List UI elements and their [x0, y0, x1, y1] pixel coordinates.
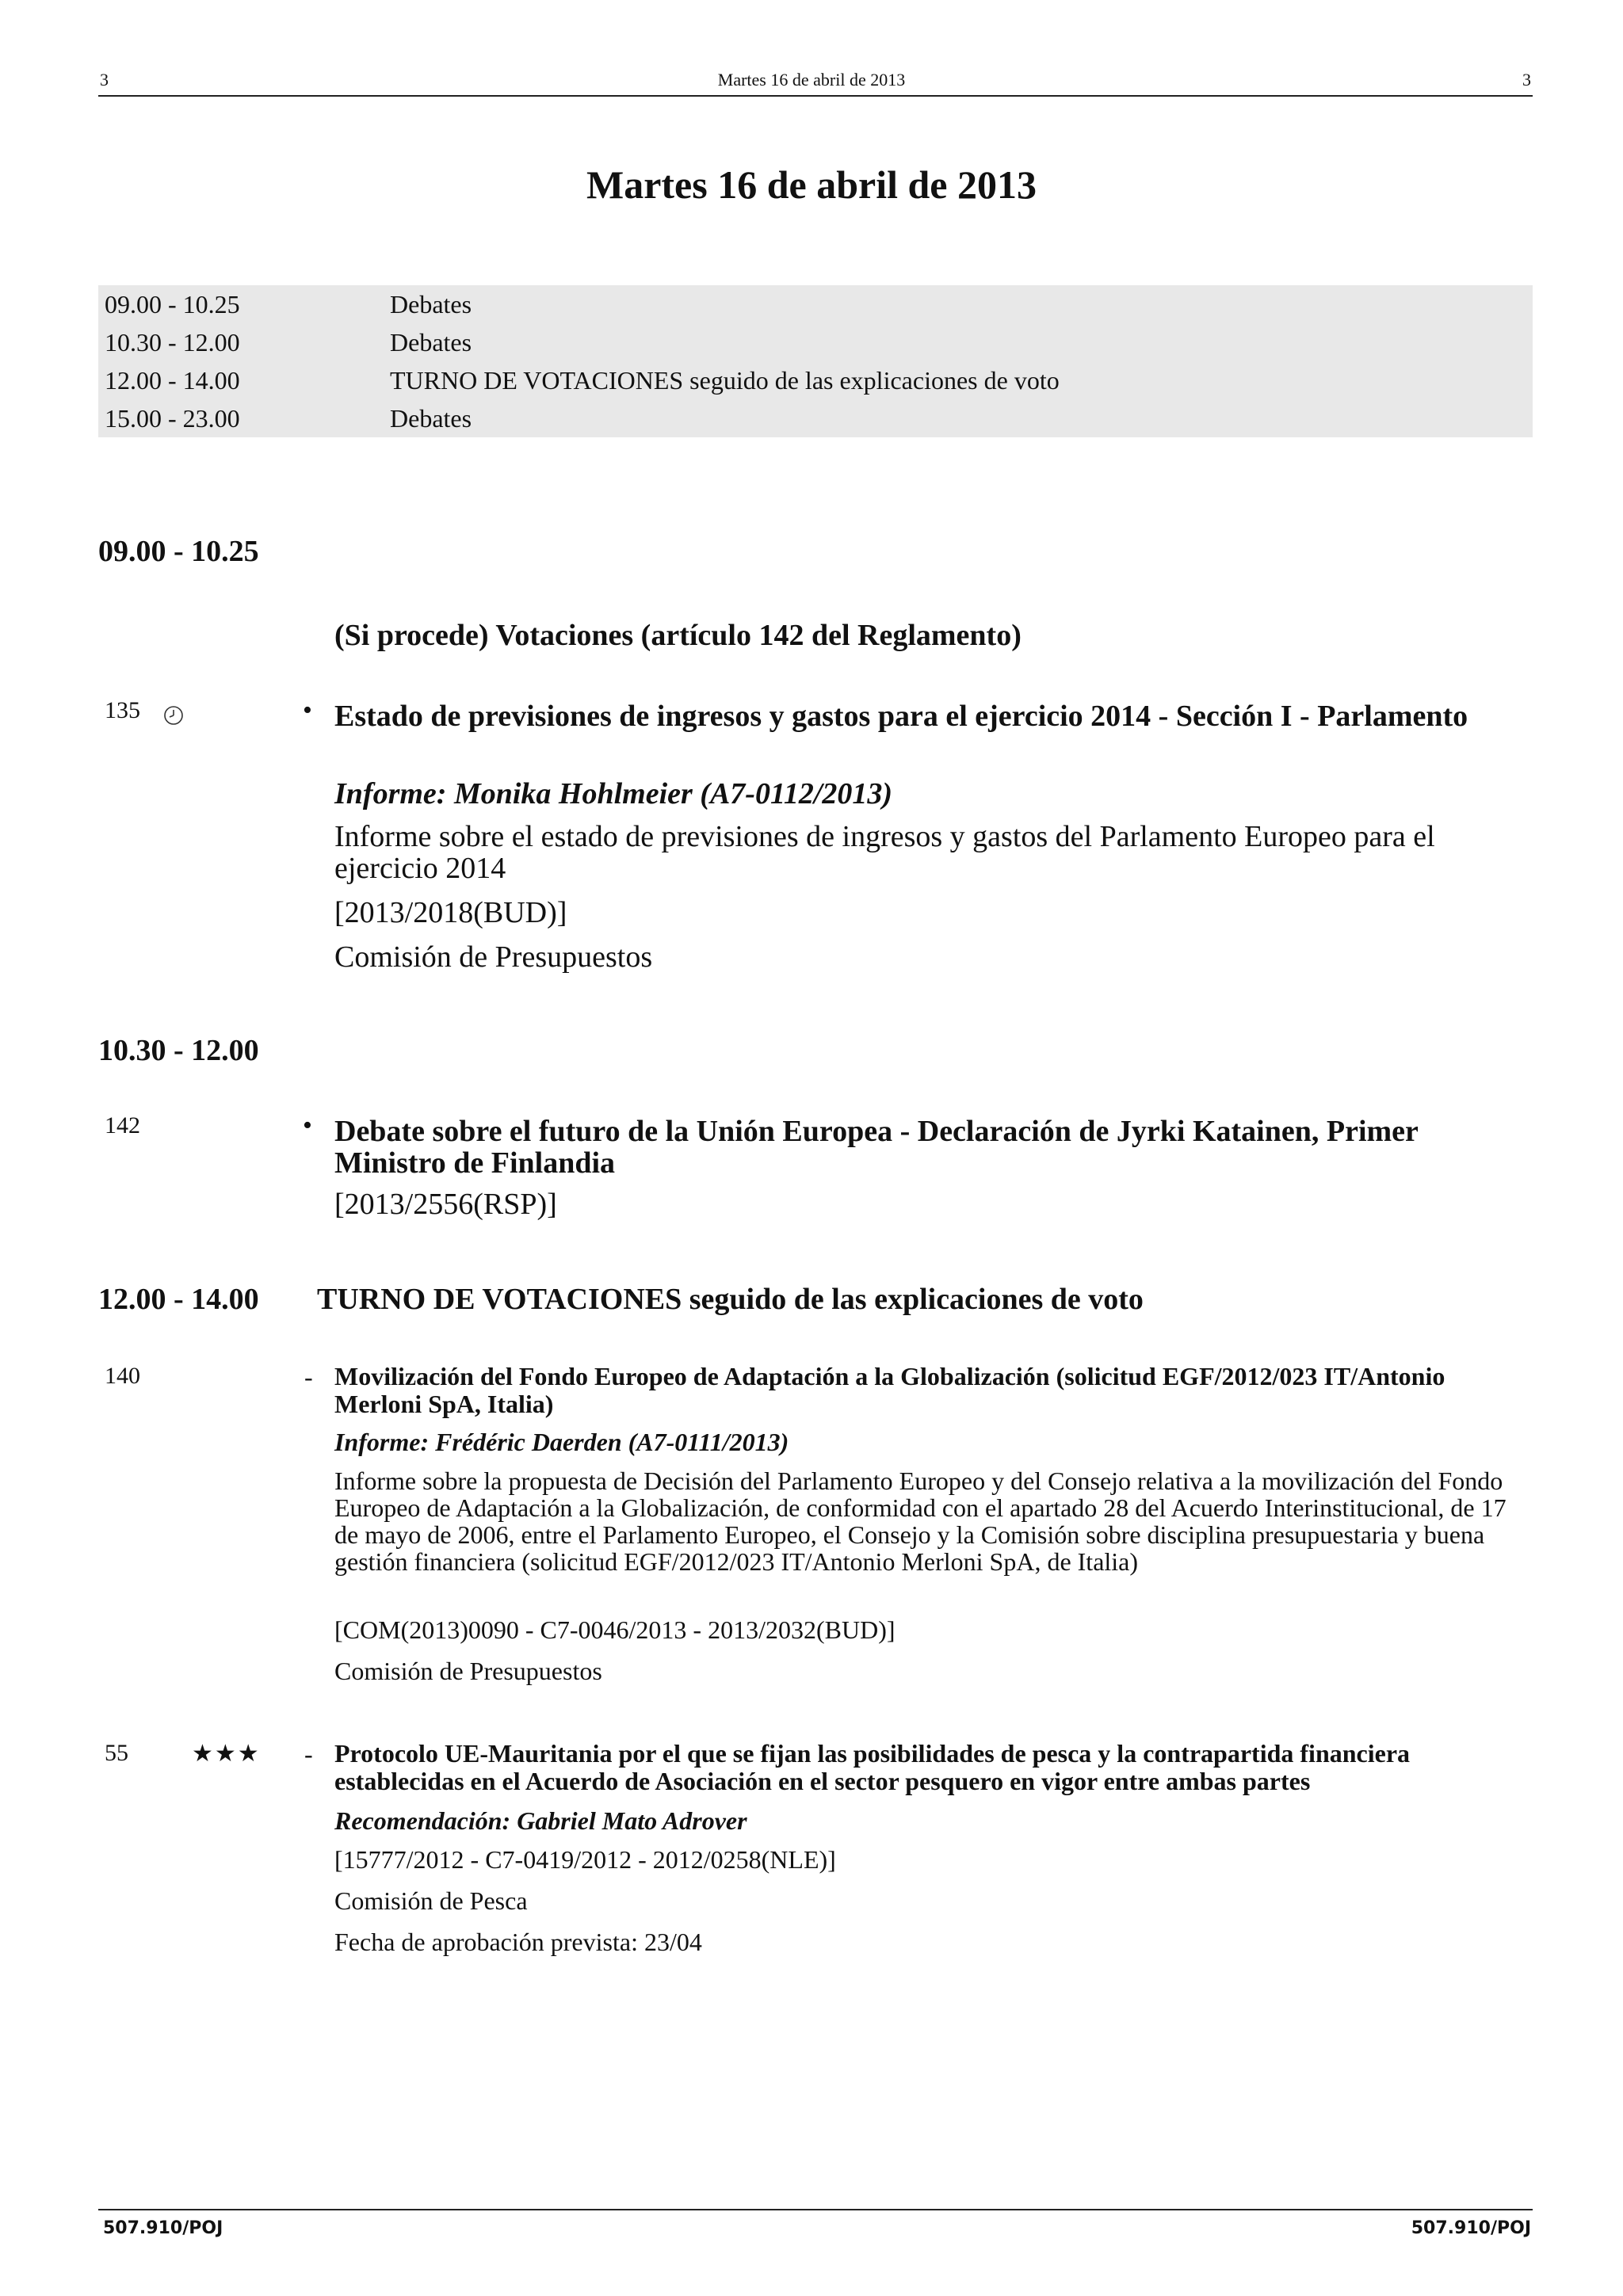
overview-row: [98, 399, 1533, 437]
header-date: Martes 16 de abril de 2013: [717, 70, 906, 90]
schedule-overview: [98, 285, 1533, 437]
dash: -: [304, 1363, 313, 1391]
overview-desc: Debates: [390, 290, 472, 318]
overview-time: 10.30 - 12.00: [105, 328, 240, 357]
item-reference: [COM(2013)0090 - C7-0046/2013 - 2013/2032(BUD)]: [334, 1615, 896, 1644]
item-number: 55: [105, 1740, 128, 1766]
item-number: 135: [105, 697, 140, 723]
overview-time: 12.00 - 14.00: [105, 366, 240, 395]
page-title: Martes 16 de abril de 2013: [586, 162, 1037, 207]
item-reference: [2013/2018(BUD)]: [334, 896, 567, 929]
section-heading: TURNO DE VOTACIONES seguido de las explicaciones de voto: [317, 1283, 1144, 1316]
clock-icon: [163, 705, 184, 726]
overview-row: [98, 361, 1533, 399]
page-number-left: 3: [100, 70, 109, 90]
section-time-heading: 09.00 - 10.25: [98, 535, 259, 568]
overview-desc: TURNO DE VOTACIONES seguido de las explicaciones de voto: [390, 366, 1060, 395]
item-description: Informe sobre la propuesta de Decisión del Parlamento Europeo y del Consejo relativa a la movilización del Fondo Europeo de Adaptación a la Globalización, de conformidad con el apartado 28 del Acuerdo Interinstitucional, de 17 de mayo de 2006, entre el Parlamento Europeo, el Consejo y la Comisión sobre disciplina presupuestaria y buena gestión financiera (solicitud EGF/2012/023 IT/Antonio Merloni SpA, de Italia): [334, 1466, 1507, 1576]
overview-desc: Debates: [390, 404, 472, 433]
item-title: Movilización del Fondo Europeo de Adaptación a la Globalización (solicitud EGF/2012/023 IT/Antonio Merloni SpA, Italia): [334, 1362, 1445, 1418]
item-report: Informe: Monika Hohlmeier (A7-0112/2013): [334, 777, 893, 810]
item-committee: Comisión de Presupuestos: [334, 1657, 602, 1685]
footer-reference-left: 507.910/POJ: [103, 2218, 223, 2238]
page-number-right: 3: [1522, 70, 1531, 90]
item-title: Estado de previsiones de ingresos y gastos para el ejercicio 2014 - Sección I - Parlamento: [334, 700, 1468, 733]
bullet: •: [303, 1111, 312, 1140]
item-title: Debate sobre el futuro de la Unión Europea - Declaración de Jyrki Katainen, Primer Ministro de Finlandia: [334, 1115, 1419, 1180]
item-reference: [2013/2556(RSP)]: [334, 1188, 557, 1221]
overview-time: 09.00 - 10.25: [105, 290, 240, 318]
section-time-heading: 10.30 - 12.00: [98, 1034, 259, 1067]
overview-row: [98, 285, 1533, 323]
section-time-heading: 12.00 - 14.00: [98, 1283, 259, 1316]
item-number: 140: [105, 1363, 140, 1389]
item-committee: Comisión de Presupuestos: [334, 940, 653, 974]
item-description: Informe sobre el estado de previsiones de ingresos y gastos del Parlamento Europeo para el ejercicio 2014: [334, 820, 1435, 885]
item-reference: [15777/2012 - C7-0419/2012 - 2012/0258(NLE)]: [334, 1845, 836, 1874]
header-divider: [98, 95, 1533, 97]
item-report: Informe: Frédéric Daerden (A7-0111/2013): [334, 1428, 789, 1456]
item-title: Protocolo UE-Mauritania por el que se fijan las posibilidades de pesca y la contrapartida financiera establecidas en el Acuerdo de Asociación en el sector pesquero en vigor entre ambas partes: [334, 1739, 1411, 1795]
stars-icon: ★★★: [192, 1741, 261, 1767]
footer-divider: [98, 2209, 1533, 2210]
item-report: Recomendación: Gabriel Mato Adrover: [334, 1806, 747, 1835]
item-number: 142: [105, 1112, 140, 1138]
overview-row: [98, 323, 1533, 361]
bullet: •: [303, 696, 312, 725]
section-subheading: (Si procede) Votaciones (artículo 142 del Reglamento): [334, 619, 1022, 652]
footer-reference-right: 507.910/POJ: [1411, 2218, 1531, 2238]
overview-desc: Debates: [390, 328, 472, 357]
dash: -: [304, 1740, 313, 1768]
item-adoption-date: Fecha de aprobación prevista: 23/04: [334, 1928, 702, 1956]
item-committee: Comisión de Pesca: [334, 1886, 528, 1915]
overview-time: 15.00 - 23.00: [105, 404, 240, 433]
